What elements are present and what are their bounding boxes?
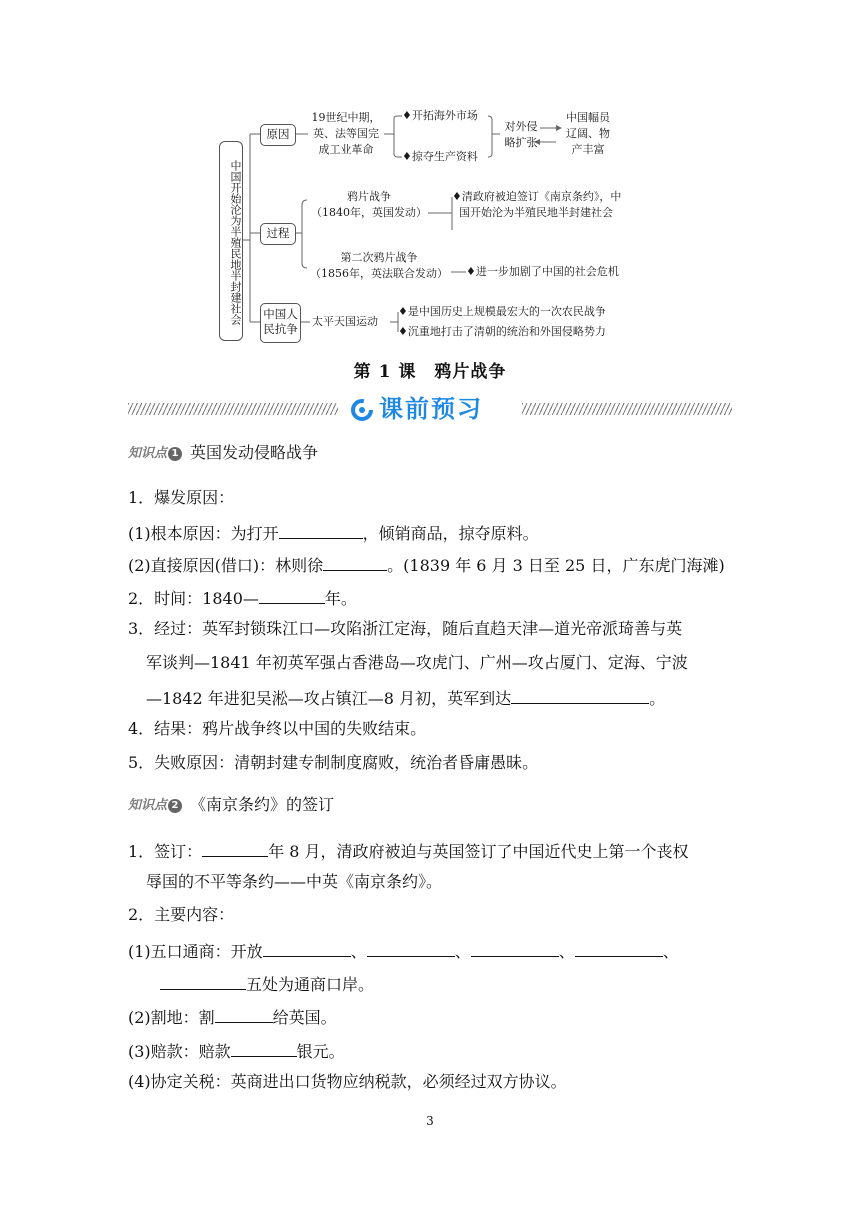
kp1-line: 2．时间：1840— 年。 (128, 585, 357, 610)
process-label: 过程 (266, 226, 290, 240)
kp1-line: 4．结果：鸦片战争终以中国的失败结束。 (128, 719, 427, 738)
kp2-line: 2．主要内容： (128, 905, 235, 924)
taiping-point-2: ♦沉重地打击了清朝的统治和外国侵略势力 (398, 325, 606, 338)
kp1-heading (128, 442, 318, 465)
kp2-number: 2 (168, 799, 182, 813)
banner-hatch-left (128, 403, 338, 415)
kp1-number: 1 (168, 447, 182, 461)
mindmap-connectors (0, 0, 860, 350)
kp1-title: 英国发动侵略战争 (190, 443, 319, 462)
answer-blank[interactable] (259, 585, 325, 604)
kp2-title: 《南京条约》的签订 (190, 795, 335, 814)
process-box (260, 223, 296, 245)
mindmap (0, 0, 860, 350)
cause-box (260, 124, 296, 146)
cause-root-line: 成工业革命 (318, 143, 374, 156)
cause-target: 中国幅员 辽阔、物 产丰富 (566, 111, 610, 156)
lesson-title: 第 1 课 鸦片战争 (353, 362, 507, 382)
cause-aim-market: ♦开拓海外市场 (402, 109, 478, 122)
kp2-heading (128, 794, 334, 817)
cause-root (306, 110, 386, 158)
page-number: 3 (426, 1114, 434, 1128)
kp2-line: (3)赔款：赔款 银元。 (128, 1038, 345, 1063)
cause-root-line: 19世纪中期， (311, 111, 381, 124)
kp2-line: 辱国的不平等条约——中英《南京条约》。 (146, 872, 443, 891)
answer-blank[interactable] (367, 938, 455, 957)
answer-blank[interactable] (263, 938, 351, 957)
war2: 第二次鸦片战争 （1856年，英法联合发动） (310, 251, 448, 280)
answer-blank[interactable] (511, 685, 649, 704)
kp2-line: (2)割地：割 给英国。 (128, 1004, 337, 1029)
war1: 鸦片战争 （1840年，英国发动） (311, 190, 427, 219)
war2-result: ♦进一步加剧了中国的社会危机 (466, 265, 619, 278)
answer-blank[interactable] (279, 520, 363, 539)
kp1-badge: 知识点 1 (128, 443, 182, 465)
kp2-line: (1)五口通商：开放 、 、 、 、 (128, 938, 679, 963)
cause-label: 原因 (266, 127, 290, 141)
answer-blank[interactable] (202, 838, 268, 857)
kp1-line: 3．经过：英军封锁珠江口—攻陷浙江定海，随后直趋天津—道光帝派琦善与英 (128, 619, 683, 638)
cause-aim-resources: ♦掠夺生产资料 (402, 150, 478, 163)
war1-result: ♦清政府被迫签订《南京条约》，中 国开始沦为半殖民地半封建社会 (452, 190, 622, 219)
banner-hatch-right (522, 403, 732, 415)
taiping-movement: 太平天国运动 (312, 315, 378, 328)
cause-root-line: 英、法等国完 (313, 127, 379, 140)
resistance-label: 中国人 民抗争 (263, 307, 298, 336)
banner-swirl-icon (350, 398, 374, 422)
kp2-badge: 知识点 2 (128, 795, 182, 817)
answer-blank[interactable] (160, 971, 246, 990)
kp1-line: 军谈判—1841 年初英军强占香港岛—攻虎门、广州—攻占厦门、定海、宁波 (146, 653, 688, 672)
resistance-box (260, 303, 301, 343)
kp1-line: 1．爆发原因： (128, 488, 235, 507)
mindmap-title: 中国开始沦为半殖民地半封建社会 (219, 141, 243, 341)
kp2-line: 五处为通商口岸。 (160, 971, 374, 996)
kp1-line: 5．失败原因：清朝封建专制制度腐败，统治者昏庸愚昧。 (128, 753, 539, 772)
kp1-line: (1)根本原因：为打开 ，倾销商品，掠夺原料。 (128, 520, 539, 545)
kp1-line: —1842 年进犯吴淞—攻占镇江—8 月初，英军到达 。 (146, 685, 665, 710)
answer-blank[interactable] (471, 938, 559, 957)
answer-blank[interactable] (575, 938, 663, 957)
taiping-point-1: ♦是中国历史上规模最宏大的一次农民战争 (398, 305, 606, 318)
kp1-line: (2)直接原因(借口)：林则徐 。(1839 年 6 月 3 日至 25 日，广东虎门海滩) (128, 552, 725, 577)
section-banner (128, 392, 732, 426)
answer-blank[interactable] (323, 552, 387, 571)
kp2-line: (4)协定关税：英商进出口货物应纳税款，必须经过双方协议。 (128, 1072, 567, 1091)
kp2-line: 1．签订： 年 8 月，清政府被迫与英国签订了中国近代史上第一个丧权 (128, 838, 689, 863)
cause-expansion: 对外侵 略扩张 (504, 120, 538, 149)
answer-blank[interactable] (231, 1038, 297, 1057)
answer-blank[interactable] (215, 1004, 273, 1023)
banner-title: 课前预习 (379, 395, 483, 423)
